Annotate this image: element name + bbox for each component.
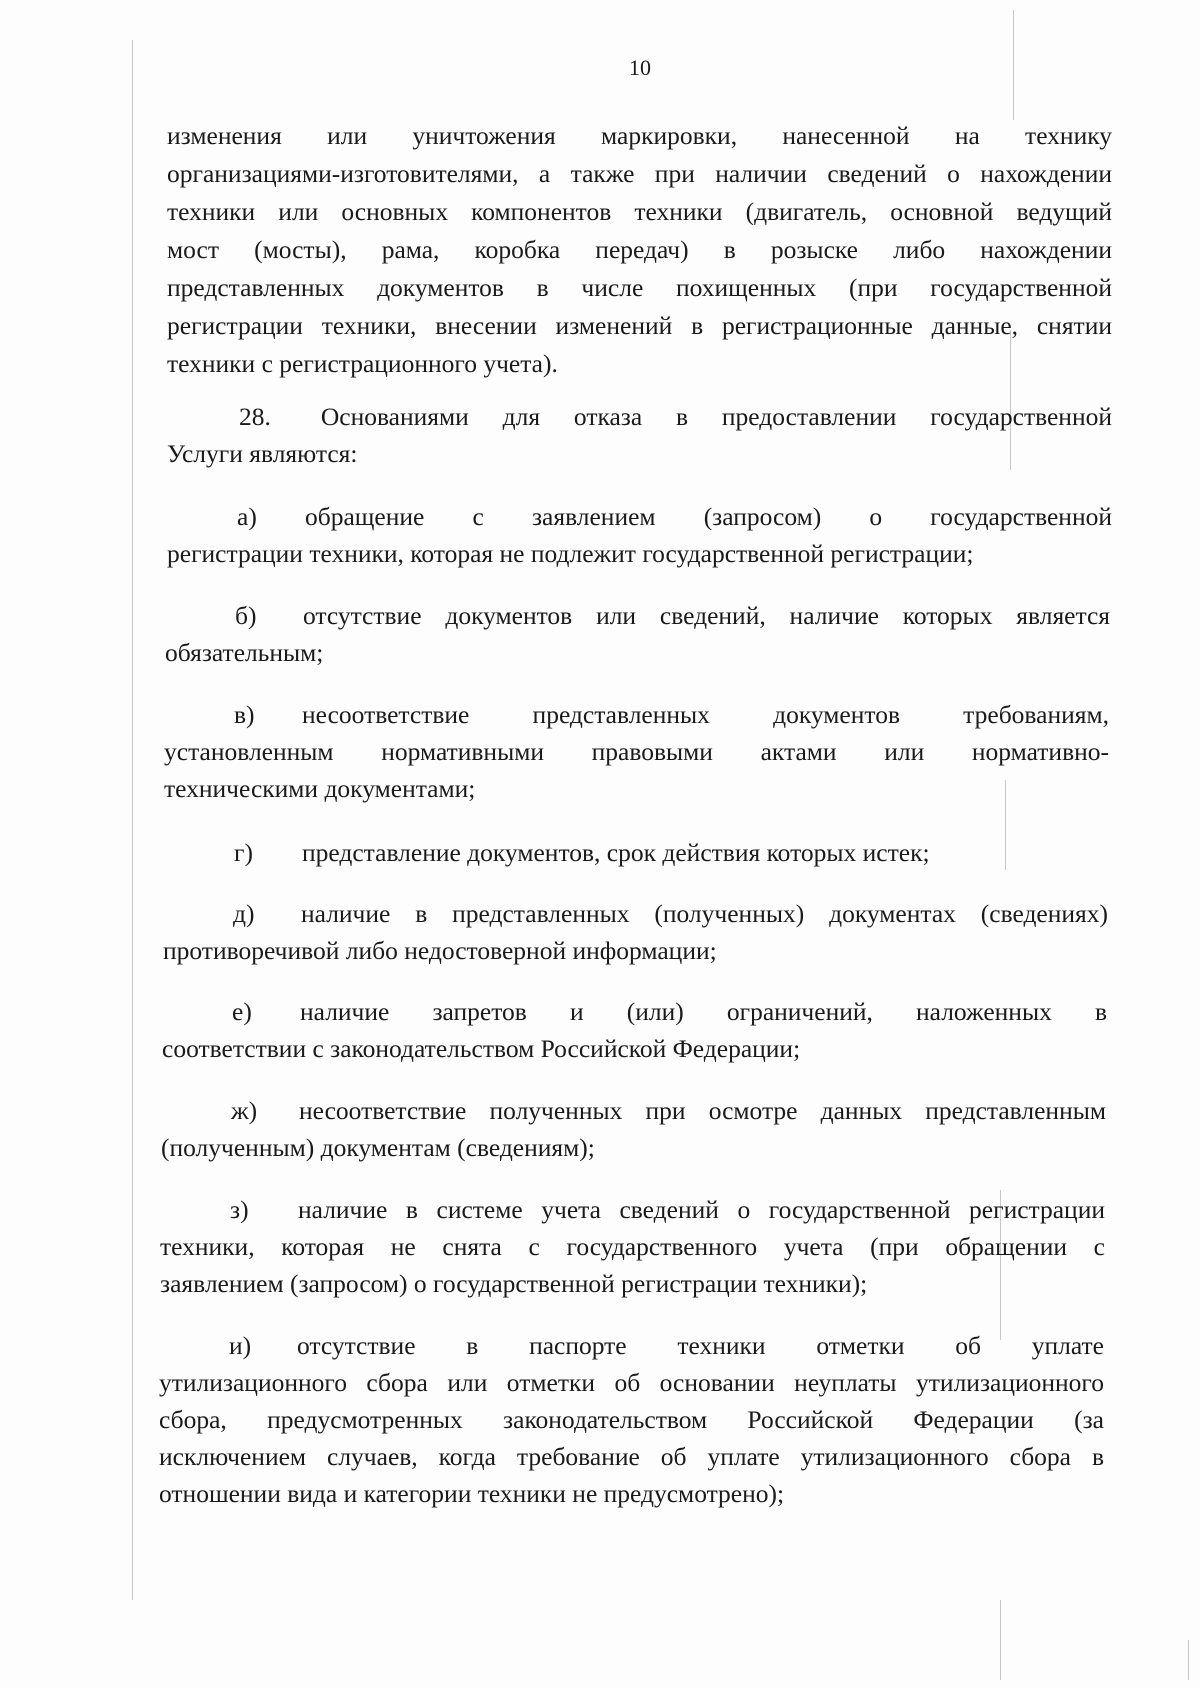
item-marker: б) (235, 601, 257, 630)
item-line: утилизационного сбора или отметки об основании неуплаты утилизационного (159, 1368, 1104, 1397)
item-line: отношении вида и категории техники не предусмотрено); (159, 1479, 785, 1508)
item-first-line (163, 895, 1108, 932)
intro-paragraph (167, 117, 1112, 383)
scan-artifact (1188, 1640, 1189, 1680)
list-item-a (167, 498, 1112, 572)
clause-28 (167, 398, 1112, 472)
item-line: техническими документами; (164, 774, 476, 803)
item-line: соответствии с законодательством Российской Федерации; (162, 1034, 801, 1063)
item-text: наличие в системе учета сведений о государственной регистрации (298, 1195, 1105, 1224)
item-line: (полученным) документам (сведениям); (161, 1133, 595, 1162)
item-marker: г) (234, 838, 253, 867)
item-marker: и) (229, 1331, 252, 1360)
item-first-line (167, 498, 1112, 535)
list-item-i (159, 1327, 1104, 1512)
list-item-v (164, 696, 1109, 807)
item-text: несоответствие полученных при осмотре данных представленным (299, 1096, 1106, 1125)
list-item-d (163, 895, 1108, 969)
list-item-zh (161, 1092, 1106, 1166)
list-item-z (160, 1191, 1105, 1302)
scan-artifact (132, 40, 133, 1600)
item-text: отсутствие документов или сведений, наличие которых является (303, 601, 1110, 630)
text-line: техники или основных компонентов техники (двигатель, основной ведущий (167, 197, 1112, 226)
item-line: регистрации техники, которая не подлежит государственной регистрации; (167, 539, 974, 568)
text-line: представленных документов в числе похищенных (при государственной (167, 273, 1112, 302)
item-line: техники, которая не снята с государственного учета (при обращении с (160, 1232, 1105, 1261)
item-line: сбора, предусмотренных законодательством Российской Федерации (за (159, 1405, 1104, 1434)
item-marker: в) (234, 700, 255, 729)
text-line: организациями-изготовителями, а также при наличии сведений о нахождении (167, 159, 1112, 188)
item-marker: ж) (231, 1096, 258, 1125)
page-number: 10 (629, 55, 651, 80)
item-first-line (159, 1327, 1104, 1364)
clause-first-line (167, 398, 1112, 435)
item-line: противоречивой либо недостоверной информации; (163, 936, 717, 965)
item-text: несоответствие представленных документов требованиям, (302, 700, 1109, 729)
text-line: изменения или уничтожения маркировки, нанесенной на технику (167, 121, 1112, 150)
clause-second-line: Услуги являются: (167, 439, 358, 468)
item-text: наличие в представленных (полученных) документах (сведениях) (301, 899, 1108, 928)
text-line: мост (мосты), рама, коробка передач) в розыске либо нахождении (167, 235, 1112, 264)
item-marker: а) (237, 502, 257, 531)
clause-text: Основаниями для отказа в предоставлении государственной (320, 402, 1112, 431)
item-first-line (164, 834, 1109, 871)
item-first-line (165, 597, 1110, 634)
item-first-line (160, 1191, 1105, 1228)
item-text: наличие запретов и (или) ограничений, наложенных в (300, 997, 1107, 1026)
list-item-b (165, 597, 1110, 671)
item-first-line (164, 696, 1109, 733)
text-line: техники с регистрационного учета). (167, 349, 558, 378)
item-marker: д) (233, 899, 255, 928)
scan-artifact (1000, 1600, 1001, 1680)
list-item-e (162, 993, 1107, 1067)
item-first-line (162, 993, 1107, 1030)
item-line: исключением случаев, когда требование об уплате утилизационного сбора в (159, 1442, 1104, 1471)
item-marker: е) (232, 997, 252, 1026)
text-line: регистрации техники, внесении изменений в регистрационные данные, снятии (167, 311, 1112, 340)
item-text: обращение с заявлением (запросом) о государственной (305, 502, 1112, 531)
item-text: отсутствие в паспорте техники отметки об уплате (297, 1331, 1104, 1360)
item-first-line (161, 1092, 1106, 1129)
item-line: заявлением (запросом) о государственной регистрации техники); (160, 1269, 868, 1298)
item-text: представление документов, срок действия которых истек; (302, 838, 930, 867)
list-item-g (164, 834, 1109, 871)
item-line: обязательным; (165, 638, 324, 667)
item-line: установленным нормативными правовыми актами или нормативно- (164, 737, 1109, 766)
clause-number: 28. (239, 402, 271, 431)
item-marker: з) (230, 1195, 249, 1224)
